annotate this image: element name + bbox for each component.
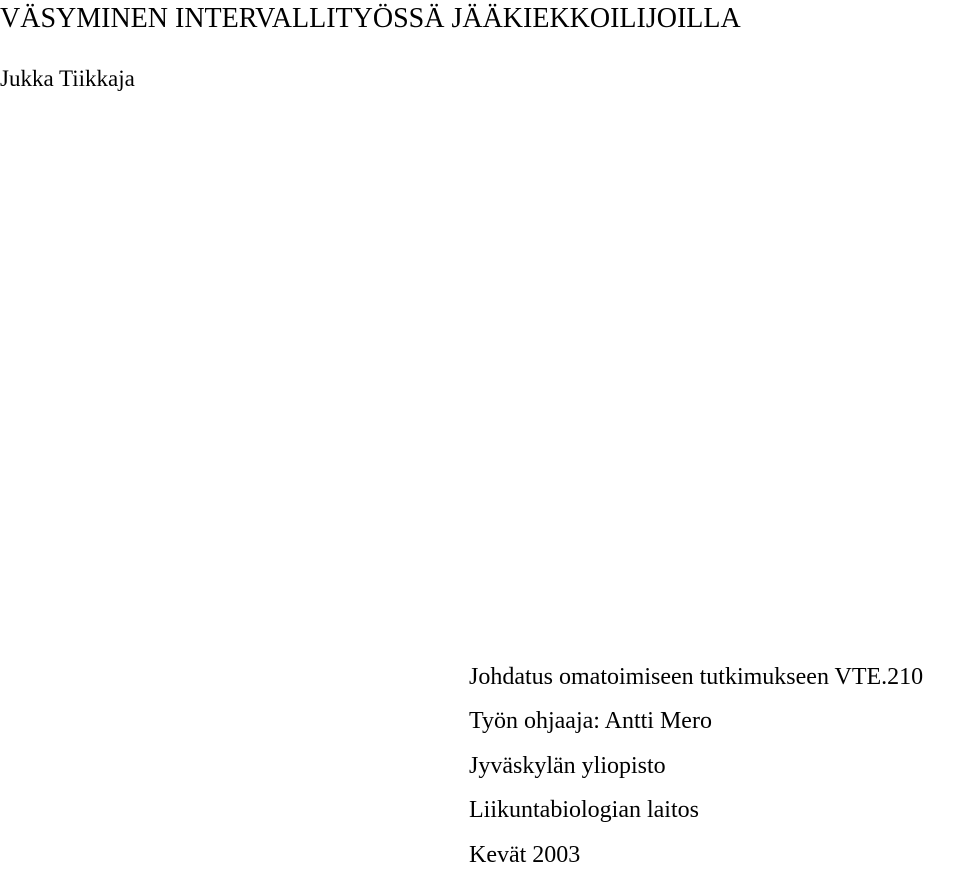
department-line: Liikuntabiologian laitos (469, 797, 699, 823)
supervisor-line: Työn ohjaaja: Antti Mero (469, 708, 712, 734)
author-name: Jukka Tiikkaja (0, 66, 135, 91)
date-line: Kevät 2003 (469, 842, 581, 868)
document-title: VÄSYMINEN INTERVALLITYÖSSÄ JÄÄKIEKKOILIJOILLA (0, 3, 741, 34)
course-line: Johdatus omatoimiseen tutkimukseen VTE.210 (469, 664, 924, 690)
university-line: Jyväskylän yliopisto (469, 753, 666, 779)
